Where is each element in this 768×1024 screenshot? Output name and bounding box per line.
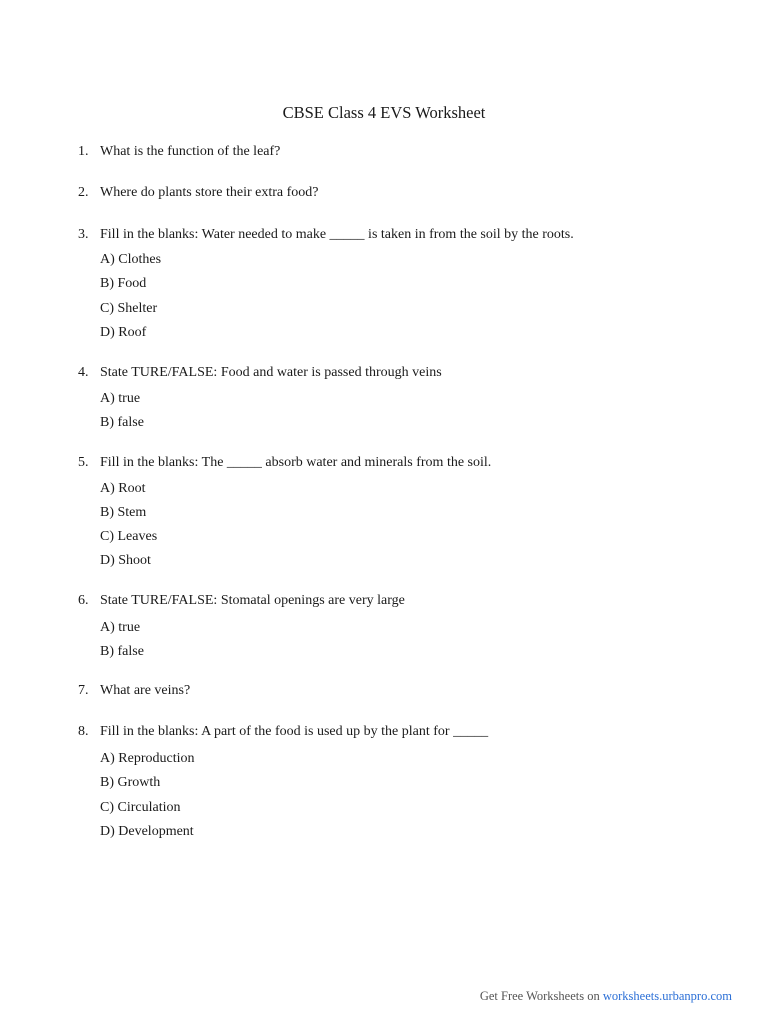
option: C) Leaves (100, 529, 158, 544)
option: D) Roof (100, 325, 147, 340)
question-number: 4. (78, 365, 89, 380)
option: A) Root (100, 481, 146, 496)
question-4 (78, 364, 442, 382)
question-text: Fill in the blanks: Water needed to make _____ is taken in from the soil by the roots. (100, 227, 574, 242)
question-number: 7. (78, 683, 89, 698)
question-number: 5. (78, 455, 89, 470)
question-text: Fill in the blanks: A part of the food is used up by the plant for _____ (100, 724, 489, 739)
question-number: 8. (78, 724, 89, 739)
page-title: CBSE Class 4 EVS Worksheet (282, 103, 486, 122)
question-1 (78, 143, 280, 161)
question-number: 6. (78, 593, 89, 608)
question-number: 3. (78, 227, 89, 242)
option: D) Development (100, 824, 194, 839)
option: D) Shoot (100, 553, 151, 568)
question-text: Fill in the blanks: The _____ absorb water and minerals from the soil. (100, 455, 492, 470)
question-8 (78, 723, 488, 741)
option: B) false (100, 415, 144, 430)
option: B) Growth (100, 775, 161, 790)
question-text: Where do plants store their extra food? (100, 185, 319, 200)
question-3 (78, 226, 574, 244)
question-6 (78, 592, 405, 610)
option: C) Shelter (100, 301, 158, 316)
option: B) false (100, 644, 144, 659)
option: C) Circulation (100, 800, 181, 815)
option: A) true (100, 391, 141, 406)
question-text: What are veins? (100, 683, 191, 698)
question-text: What is the function of the leaf? (100, 144, 281, 159)
option: B) Stem (100, 505, 147, 520)
footer-text: Get Free Worksheets on (479, 989, 603, 1003)
question-2 (78, 184, 318, 202)
option: A) Reproduction (100, 751, 195, 766)
footer (480, 988, 732, 1004)
question-5 (78, 454, 491, 472)
footer-link[interactable]: worksheets.urbanpro.com (602, 989, 732, 1003)
question-number: 1. (78, 144, 89, 159)
option: A) true (100, 620, 141, 635)
question-number: 2. (78, 185, 89, 200)
question-text: State TURE/FALSE: Stomatal openings are very large (100, 593, 405, 608)
question-text: State TURE/FALSE: Food and water is passed through veins (100, 365, 442, 380)
option: B) Food (100, 276, 147, 291)
option: A) Clothes (100, 252, 162, 267)
question-7 (78, 682, 190, 700)
